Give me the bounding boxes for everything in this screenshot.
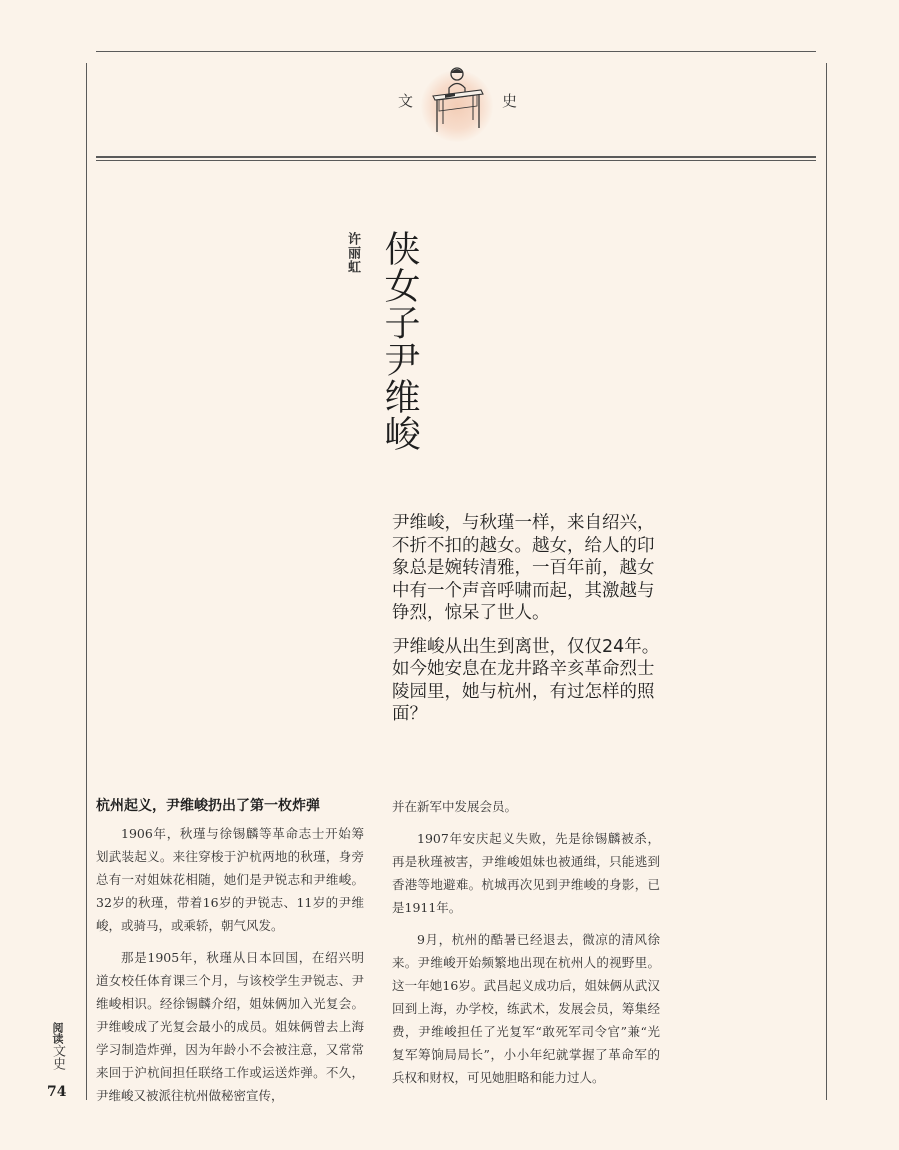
page-number: 74: [47, 1084, 67, 1100]
header-double-rule-top: [96, 156, 816, 158]
intro-paragraph: 尹维峻，与秋瑾一样，来自绍兴，不折不扣的越女。越女，给人的印象总是婉转清雅，一百年前，越女中有一个声音呼啸而起，其激越与铮烈，惊呆了世人。: [392, 513, 655, 623]
header-double-rule-bottom: [96, 160, 816, 161]
body-paragraph: 1906年，秋瑾与徐锡麟等革命志士开始筹划武装起义。来往穿梭于沪杭两地的秋瑾，身旁总有一对姐妹花相随，她们是尹锐志和尹维峻。32岁的秋瑾，带着16岁的尹锐志、11岁的尹维峻，或骑马，或乘轿，朝气风发。: [96, 826, 364, 933]
section-name: 文史: [50, 1044, 65, 1070]
scholar-at-desk-icon: [427, 62, 487, 140]
section-label-left: 文: [398, 92, 414, 110]
magazine-brand: 阅读: [51, 1022, 64, 1044]
article-title: 侠女子尹维峻: [379, 230, 420, 452]
magazine-section-tag: [48, 1022, 67, 1070]
section-label-right: 史: [502, 92, 518, 110]
scholar-emblem: [421, 70, 493, 142]
body-paragraph: 1907年安庆起义失败，先是徐锡麟被杀，再是秋瑾被害，尹维峻姐妹也被通缉，只能逃到香港等地避难。杭城再次见到尹维峻的身影，已是1911年。: [392, 831, 660, 915]
intro-paragraph: 尹维峻从出生到离世，仅仅24年。如今她安息在龙井路辛亥革命烈士陵园里，她与杭州，有过怎样的照面？: [392, 636, 660, 724]
left-border: [86, 63, 87, 1100]
body-column-right: [392, 795, 660, 1098]
article-author: 许丽虹: [345, 232, 360, 274]
body-paragraph: 9月，杭州的酷暑已经退去，微凉的清风徐来。尹维峻开始频繁地出现在杭州人的视野里。这一年她16岁。武昌起义成功后，姐妹俩从武汉回到上海，办学校，练武术，发展会员，筹集经费，尹维峻担任了光复军“敢死军司令官”兼“光复军筹饷局局长”，小小年纪就掌握了革命军的兵权和财权，可见她胆略和能力过人。: [392, 932, 660, 1085]
right-border: [826, 63, 827, 1100]
body-column-left: [96, 795, 364, 1116]
top-rule: [96, 51, 816, 52]
article-intro: [392, 512, 662, 737]
body-paragraph: 那是1905年，秋瑾从日本回国，在绍兴明道女校任体育课三个月，与该校学生尹锐志、尹维峻相识。经徐锡麟介绍，姐妹俩加入光复会。尹维峻成了光复会最小的成员。姐妹俩曾去上海学习制造炸弹，因为年龄小不会被注意，又常常来回于沪杭间担任联络工作或运送炸弹。不久，尹维峻又被派往杭州做秘密宣传，: [96, 950, 364, 1103]
section-heading: 杭州起义，尹维峻扔出了第一枚炸弹: [96, 798, 320, 814]
body-paragraph-continuation: 并在新军中发展会员。: [392, 799, 518, 814]
